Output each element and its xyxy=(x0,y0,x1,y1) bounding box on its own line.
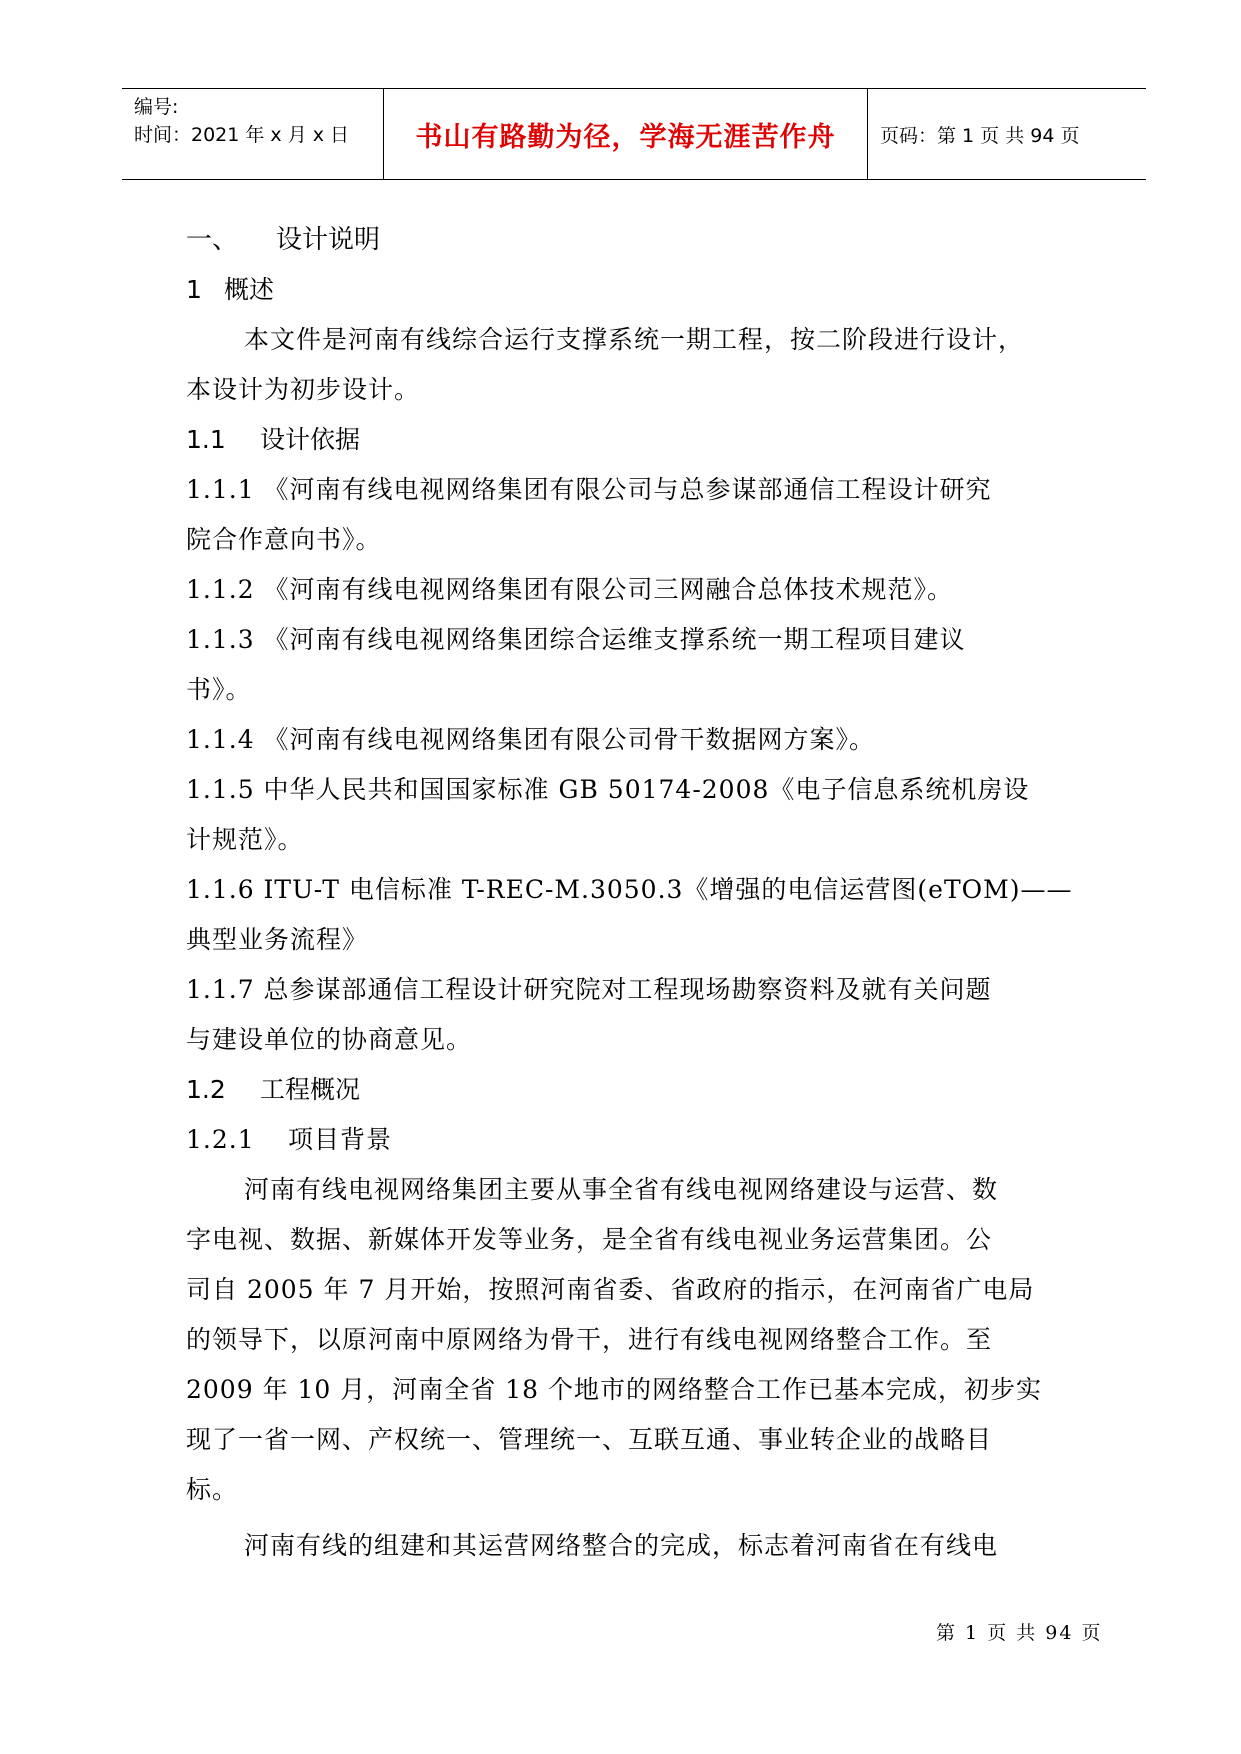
reference-line: 1.1.7 总参谋部通信工程设计研究院对工程现场勘察资料及就有关问题 xyxy=(186,975,992,1004)
section-title: 设计说明 xyxy=(276,225,381,255)
paragraph-line: 2009 年 10 月，河南全省 18 个地市的网络整合工作已基本完成，初步实 xyxy=(186,1375,1042,1404)
reference-line: 1.1.6 ITU-T 电信标准 T-REC-M.3050.3《增强的电信运营图(eTOM)—— xyxy=(186,875,1073,904)
reference-line: 1.1.3 《河南有线电视网络集团综合运维支撑系统一期工程项目建议 xyxy=(186,625,966,654)
paragraph-line: 的领导下，以原河南中原网络为骨干，进行有线电视网络整合工作。至 xyxy=(186,1325,993,1354)
header-meta xyxy=(122,89,384,179)
doc-date-label: 时间：2021 年 x 月 x 日 xyxy=(134,124,350,146)
section-number: 一、 xyxy=(186,225,239,255)
reference-line: 1.1.1 《河南有线电视网络集团有限公司与总参谋部通信工程设计研究 xyxy=(186,475,992,504)
reference-line: 典型业务流程》 xyxy=(186,925,369,954)
header-page-info: 页码：第 1 页 共 94 页 xyxy=(880,124,1080,147)
reference-line: 1.1.4 《河南有线电视网络集团有限公司骨干数据网方案》。 xyxy=(186,725,876,754)
page-footer: 第 1 页 共 94 页 xyxy=(936,1622,1103,1644)
heading-1-2-1 xyxy=(186,1115,1086,1165)
reference-line: 1.1.5 中华人民共和国国家标准 GB 50174-2008《电子信息系统机房设 xyxy=(186,775,1030,804)
heading-number: 1.1 xyxy=(186,425,226,454)
reference-line: 院合作意向书》。 xyxy=(186,525,382,554)
paragraph-line: 标。 xyxy=(186,1475,239,1504)
document-body xyxy=(186,215,1086,1571)
reference-line: 书》。 xyxy=(186,675,252,704)
doc-code-label: 编号: xyxy=(134,96,179,118)
paragraph-line: 本文件是河南有线综合运行支撑系统一期工程，按二阶段进行设计， xyxy=(244,325,1025,354)
heading-title: 概述 xyxy=(224,275,275,304)
paragraph-line: 河南有线的组建和其运营网络整合的完成，标志着河南省在有线电 xyxy=(244,1531,999,1560)
reference-line: 1.1.2 《河南有线电视网络集团有限公司三网融合总体技术规范》。 xyxy=(186,575,954,604)
heading-number: 1 xyxy=(186,275,202,304)
heading-number: 1.2 xyxy=(186,1075,226,1104)
paragraph-line: 本设计为初步设计。 xyxy=(186,375,421,404)
heading-title: 工程概况 xyxy=(260,1075,361,1104)
page-header xyxy=(122,88,1146,180)
heading-1 xyxy=(186,265,1086,315)
paragraph-line: 河南有线电视网络集团主要从事全省有线电视网络建设与运营、数 xyxy=(244,1175,999,1204)
paragraph-line: 字电视、数据、新媒体开发等业务，是全省有线电视业务运营集团。公 xyxy=(186,1225,993,1254)
heading-title: 项目背景 xyxy=(288,1125,393,1154)
reference-line: 计规范》。 xyxy=(186,825,304,854)
heading-number: 1.2.1 xyxy=(186,1125,255,1154)
reference-line: 与建设单位的协商意见。 xyxy=(186,1025,473,1054)
heading-1-1 xyxy=(186,415,1086,465)
heading-1-2 xyxy=(186,1065,1086,1115)
header-motto: 书山有路勤为径，学海无涯苦作舟 xyxy=(384,89,868,179)
paragraph-line: 司自 2005 年 7 月开始，按照河南省委、省政府的指示，在河南省广电局 xyxy=(186,1275,1035,1304)
section-heading xyxy=(186,215,1086,265)
heading-title: 设计依据 xyxy=(260,425,361,454)
paragraph-line: 现了一省一网、产权统一、管理统一、互联互通、事业转企业的战略目 xyxy=(186,1425,993,1454)
